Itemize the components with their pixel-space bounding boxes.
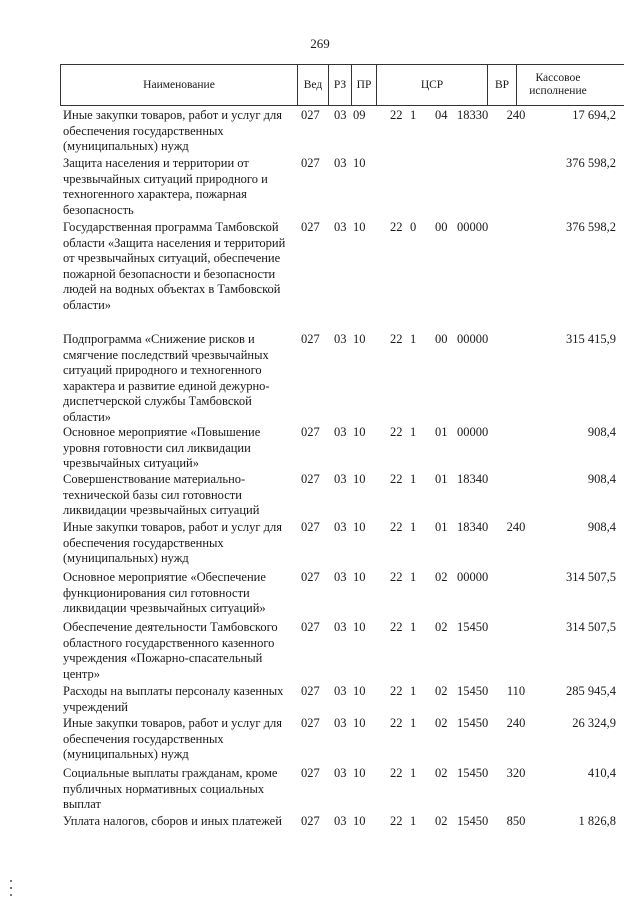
- row-sum: 1 826,8: [578, 814, 616, 828]
- row-pr: 09: [353, 108, 366, 122]
- row-csr-part: 00000: [457, 570, 489, 584]
- row-csr-part: 02: [435, 570, 448, 584]
- row-csr-part: 15450: [457, 684, 489, 698]
- margin-mark: [10, 880, 12, 882]
- row-csr-part: 01: [435, 425, 448, 439]
- row-rz: 03: [334, 220, 347, 234]
- row-ved: 027: [301, 684, 320, 698]
- row-rz: 03: [334, 766, 347, 780]
- row-ved: 027: [301, 716, 320, 730]
- row-sum: 314 507,5: [566, 620, 616, 634]
- row-sum: 908,4: [587, 425, 616, 439]
- row-rz: 03: [334, 425, 347, 439]
- row-csr-part: 02: [435, 716, 448, 730]
- row-rz: 03: [334, 472, 347, 486]
- row-csr-part: 0: [410, 220, 417, 234]
- row-csr-part: 22: [390, 684, 403, 698]
- row-name: Подпрограмма «Снижение рисков и смягчение последствий чрезвычайных ситуаций природного и техногенного характера и развитие единой дежурно-диспетчерской службы Тамбовской области»: [63, 332, 270, 424]
- row-name: Иные закупки товаров, работ и услуг для обеспечения государственных (муниципальных) нужд: [63, 716, 283, 762]
- page-number: 269: [310, 36, 330, 51]
- header-csr: ЦСР: [376, 65, 487, 105]
- row-csr-part: 22: [390, 716, 403, 730]
- row-csr-part: 1: [410, 620, 417, 634]
- row-ved: 027: [301, 472, 320, 486]
- row-name: Совершенствование материально-технической базы сил готовности ликвидации чрезвычайных ситуаций: [63, 472, 260, 518]
- row-csr-part: 02: [435, 814, 448, 828]
- row-ved: 027: [301, 570, 320, 584]
- row-sum: 315 415,9: [566, 332, 616, 346]
- row-pr: 10: [353, 332, 366, 346]
- row-name: Государственная программа Тамбовской области «Защита населения и территорий от чрезвычайных ситуаций, обеспечение пожарной безопасности и безопасности людей на водных объектах в Тамбовской области»: [63, 220, 286, 312]
- row-csr-part: 15450: [457, 620, 489, 634]
- row-sum: 908,4: [587, 472, 616, 486]
- row-name: Уплата налогов, сборов и иных платежей: [63, 814, 282, 828]
- row-ved: 027: [301, 620, 320, 634]
- row-csr-part: 1: [410, 472, 417, 486]
- row-vr: 320: [506, 766, 526, 780]
- row-rz: 03: [334, 716, 347, 730]
- row-ved: 027: [301, 332, 320, 346]
- row-csr-part: 22: [390, 425, 403, 439]
- row-pr: 10: [353, 766, 366, 780]
- row-name: Основное мероприятие «Обеспечение функционирования сил готовности ликвидации чрезвычайных ситуаций»: [63, 570, 266, 616]
- row-sum: 26 324,9: [572, 716, 616, 730]
- row-name: Социальные выплаты гражданам, кроме публичных нормативных социальных выплат: [63, 766, 278, 812]
- row-csr-part: 15450: [457, 814, 489, 828]
- row-csr-part: 22: [390, 766, 403, 780]
- row-pr: 10: [353, 425, 366, 439]
- row-csr-part: 22: [390, 570, 403, 584]
- row-csr-part: 00000: [457, 220, 489, 234]
- row-csr-part: 18340: [457, 520, 489, 534]
- row-ved: 027: [301, 814, 320, 828]
- row-csr-part: 22: [390, 332, 403, 346]
- row-pr: 10: [353, 620, 366, 634]
- row-pr: 10: [353, 716, 366, 730]
- header-name: Наименование: [60, 65, 297, 105]
- row-name: Иные закупки товаров, работ и услуг для обеспечения государственных (муниципальных) нужд: [63, 108, 283, 154]
- row-csr-part: 02: [435, 766, 448, 780]
- row-pr: 10: [353, 570, 366, 584]
- row-csr-part: 01: [435, 520, 448, 534]
- row-csr-part: 18330: [457, 108, 489, 122]
- row-csr-part: 00000: [457, 425, 489, 439]
- row-rz: 03: [334, 684, 347, 698]
- row-csr-part: 1: [410, 716, 417, 730]
- row-sum: 314 507,5: [566, 570, 616, 584]
- row-vr: 850: [506, 814, 526, 828]
- budget-table: [60, 64, 624, 106]
- header-ved: Вед: [297, 65, 328, 105]
- row-pr: 10: [353, 220, 366, 234]
- row-name: Защита населения и территории от чрезвычайных ситуаций природного и техногенного характера, пожарная безопасность: [63, 156, 268, 217]
- margin-mark: [10, 894, 12, 896]
- header-rz: РЗ: [328, 65, 351, 105]
- margin-mark: [10, 887, 12, 889]
- row-sum: 285 945,4: [566, 684, 616, 698]
- row-csr-part: 00: [435, 332, 448, 346]
- row-pr: 10: [353, 156, 366, 170]
- row-csr-part: 01: [435, 472, 448, 486]
- row-csr-part: 00000: [457, 332, 489, 346]
- row-csr-part: 22: [390, 220, 403, 234]
- row-ved: 027: [301, 108, 320, 122]
- row-vr: 240: [506, 716, 526, 730]
- row-csr-part: 04: [435, 108, 448, 122]
- row-vr: 240: [506, 520, 526, 534]
- row-sum: 908,4: [587, 520, 616, 534]
- row-ved: 027: [301, 156, 320, 170]
- row-csr-part: 22: [390, 108, 403, 122]
- row-csr-part: 22: [390, 520, 403, 534]
- row-rz: 03: [334, 620, 347, 634]
- header-sum: Кассовое исполнение: [516, 65, 599, 105]
- header-vr: ВР: [487, 65, 516, 105]
- row-name: Расходы на выплаты персоналу казенных учреждений: [63, 684, 284, 714]
- row-csr-part: 02: [435, 684, 448, 698]
- row-name: Обеспечение деятельности Тамбовского областного государственного казенного учреждения «Пожарно-спасательный центр»: [63, 620, 278, 681]
- row-ved: 027: [301, 520, 320, 534]
- row-rz: 03: [334, 570, 347, 584]
- row-csr-part: 1: [410, 332, 417, 346]
- row-csr-part: 1: [410, 425, 417, 439]
- row-csr-part: 22: [390, 620, 403, 634]
- row-rz: 03: [334, 814, 347, 828]
- table-header: [60, 64, 624, 106]
- header-pr: ПР: [351, 65, 376, 105]
- row-csr-part: 15450: [457, 766, 489, 780]
- row-name: Иные закупки товаров, работ и услуг для обеспечения государственных (муниципальных) нужд: [63, 520, 283, 566]
- row-rz: 03: [334, 332, 347, 346]
- row-ved: 027: [301, 220, 320, 234]
- row-csr-part: 1: [410, 684, 417, 698]
- row-csr-part: 1: [410, 570, 417, 584]
- row-csr-part: 00: [435, 220, 448, 234]
- row-pr: 10: [353, 472, 366, 486]
- row-csr-part: 18340: [457, 472, 489, 486]
- row-sum: 410,4: [587, 766, 616, 780]
- row-csr-part: 1: [410, 814, 417, 828]
- row-rz: 03: [334, 108, 347, 122]
- row-name: Основное мероприятие «Повышение уровня готовности сил ликвидации чрезвычайных ситуаций»: [63, 425, 261, 471]
- row-csr-part: 15450: [457, 716, 489, 730]
- row-csr-part: 22: [390, 472, 403, 486]
- row-ved: 027: [301, 425, 320, 439]
- row-pr: 10: [353, 684, 366, 698]
- row-csr-part: 22: [390, 814, 403, 828]
- row-rz: 03: [334, 156, 347, 170]
- row-csr-part: 1: [410, 766, 417, 780]
- row-sum: 376 598,2: [566, 156, 616, 170]
- row-ved: 027: [301, 766, 320, 780]
- row-pr: 10: [353, 520, 366, 534]
- row-vr: 110: [506, 684, 526, 698]
- row-pr: 10: [353, 814, 366, 828]
- row-rz: 03: [334, 520, 347, 534]
- row-csr-part: 1: [410, 520, 417, 534]
- row-sum: 17 694,2: [572, 108, 616, 122]
- row-vr: 240: [506, 108, 526, 122]
- row-sum: 376 598,2: [566, 220, 616, 234]
- row-csr-part: 02: [435, 620, 448, 634]
- row-csr-part: 1: [410, 108, 417, 122]
